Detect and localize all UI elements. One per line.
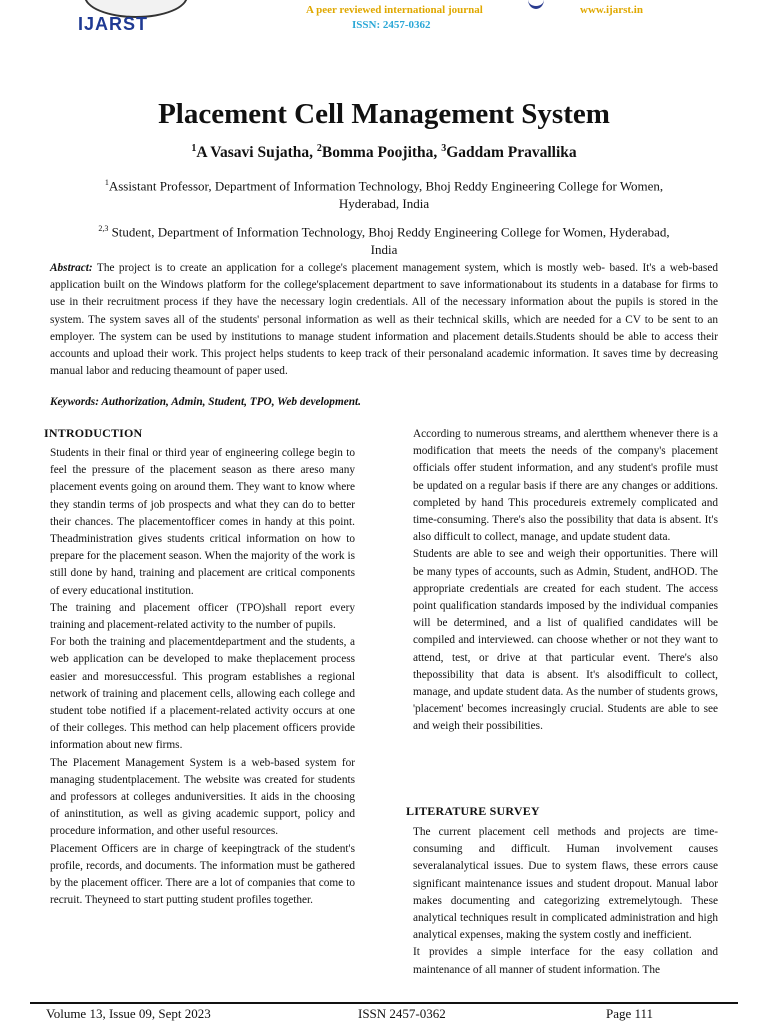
intro-paragraph-5: Placement Officers are in charge of keepingtrack of the student's profile, records, and documents. The information must be gathered by the placement officer. There are a lot of companies that come to recruit. Theyneed to start putting student profiles together. <box>50 842 355 907</box>
affiliation-2-line1: Student, Department of Information Technology, Bhoj Reddy Engineering College for Women, Hyderabad, <box>108 224 670 240</box>
footer-divider <box>30 1002 738 1004</box>
affiliation-1-sup: 1 <box>104 178 109 187</box>
intro-paragraph-1: Students in their final or third year of engineering college begin to feel the pressure of the placement season as there areso many placement events going on around them. They want to know where they standin terms of job prospects and what they can do to better their chances. The placementofficer comes in handy at this point. Theadministration gives students critical information on how to prepare for the placement season. When the majority of the work is still done by hand, training and placement are critical components of every educational institution. <box>50 447 355 597</box>
journal-website-link[interactable]: www.ijarst.in <box>580 4 643 16</box>
journal-issn: ISSN: 2457-0362 <box>352 19 431 31</box>
literature-paragraph-2: It provides a simple interface for the easy collation and maintenance of all manner of student information. The <box>413 946 718 976</box>
author-3: Gaddam Pravallika <box>446 144 577 162</box>
affiliation-1-line2: Hyderabad, India <box>338 196 430 212</box>
intro-paragraph-3: For both the training and placementdepartment and the students, a web application can be developed to make theplacement process easier and moresuccessful. This program establishes a regional network of training and placement cells, allowing each college and student tobe notified if a placement-related activity occurs at one of their colleges. This method can help placement officers provide information about new firms. <box>50 636 355 752</box>
affiliation-2-sup: 2,3 <box>98 224 109 233</box>
footer-issn: ISSN 2457-0362 <box>358 1006 446 1021</box>
author-2: Bomma Poojitha, <box>321 144 442 162</box>
footer-page-number: Page 111 <box>606 1006 654 1021</box>
author-list <box>0 143 768 162</box>
right-column-intro <box>413 426 718 736</box>
intro-paragraph-4: The Placement Management System is a web-based system for managing studentplacement. The website was created for students and professors at colleges anduniversities. It aids in the choosing of aninstitution, as well as giving academic support, policy and procedure information, and other useful resources. <box>50 756 355 838</box>
author-3-sup: 3 <box>441 143 447 154</box>
journal-header <box>0 0 768 40</box>
literature-paragraph-1: The current placement cell methods and projects are time-consuming and difficult. Human involvement causes severalanalytical issues. Due to system flaws, these errors cause significant maintenance issues and student dropout. Manual labor makes documenting and categorizing extremelytough. These analytical techniques result in complicated administration and high analytical expenses, making the system costly and inefficient. <box>413 826 718 942</box>
header-accent-mark <box>528 0 544 9</box>
author-1: A Vasavi Sujatha, <box>196 144 317 162</box>
literature-survey-heading: LITERATURE SURVEY <box>406 804 540 818</box>
author-1-sup: 1 <box>191 143 197 154</box>
author-2-sup: 2 <box>316 143 322 154</box>
abstract-label: Abstract: <box>50 262 93 274</box>
paper-title: Placement Cell Management System <box>158 98 610 130</box>
abstract <box>50 260 718 380</box>
intro-paragraph-2: The training and placement officer (TPO)shall report every training and placement-related activity to the number of pupils. <box>50 601 355 632</box>
affiliation-1 <box>50 174 718 213</box>
left-column <box>50 445 355 909</box>
abstract-text: The project is to create an application for a college's placement management system, which is mostly web- based. It's a web-based application built on the Windows platform for the college'splacement department to save informationabout its students in a database for firms to use in their recruitment process if they have the necessary login credentials. All of the necessary information about the pupils is stored in the system. The system saves all of the students' personal information as well as their technical skills, which are needed for a CV to be sent to an employer. The system can be used by institutions to manage student information and placement details.Students should be able to access their accounts and upload their work. This project helps students to keep track of their personaland academic information. It saves time by decreasing manual labor and reducing theamount of paper used. <box>50 262 718 378</box>
introduction-heading: INTRODUCTION <box>44 426 143 440</box>
right-column-literature <box>413 824 718 979</box>
affiliation-2-line2: India <box>370 242 398 258</box>
affiliation-2 <box>50 220 718 259</box>
journal-tagline: A peer reviewed international journal <box>306 4 483 16</box>
keywords: Keywords: Authorization, Admin, Student, TPO, Web development. <box>50 396 362 408</box>
footer-volume: Volume 13, Issue 09, Sept 2023 <box>46 1006 211 1021</box>
affiliation-1-line1: Assistant Professor, Department of Information Technology, Bhoj Reddy Engineering College for Women, <box>108 178 664 194</box>
journal-logo-text: IJARST <box>78 14 149 34</box>
right-paragraph-1: According to numerous streams, and alertthem whenever there is a modification that meets the needs of the company's placement officials offer student information, and any student's profile must be updated on a regular basis if there are any changes or additions. completed by hand This procedureis extremely complicated and time-consuming. There's also the possibility that data is absent. It's also difficult to collect, manage, and update student data. <box>413 428 718 544</box>
right-paragraph-2: Students are able to see and weigh their opportunities. There will be many types of accounts, such as Admin, Student, andHOD. The appropriate credentials are created for each student. The access point qualification standards imposed by the individual companies will be determined, and a list of qualified candidates will be compiled and interviewed. can choose whether or not they want to attend, test, or drive at that particular event. There's also thepossibility that data is absent. It's alsodifficult to collect, manage, and update student data. As the number of students grows, 'placement' becomes increasingly crucial. Students are able to see and weigh their possibilities. <box>413 548 718 733</box>
